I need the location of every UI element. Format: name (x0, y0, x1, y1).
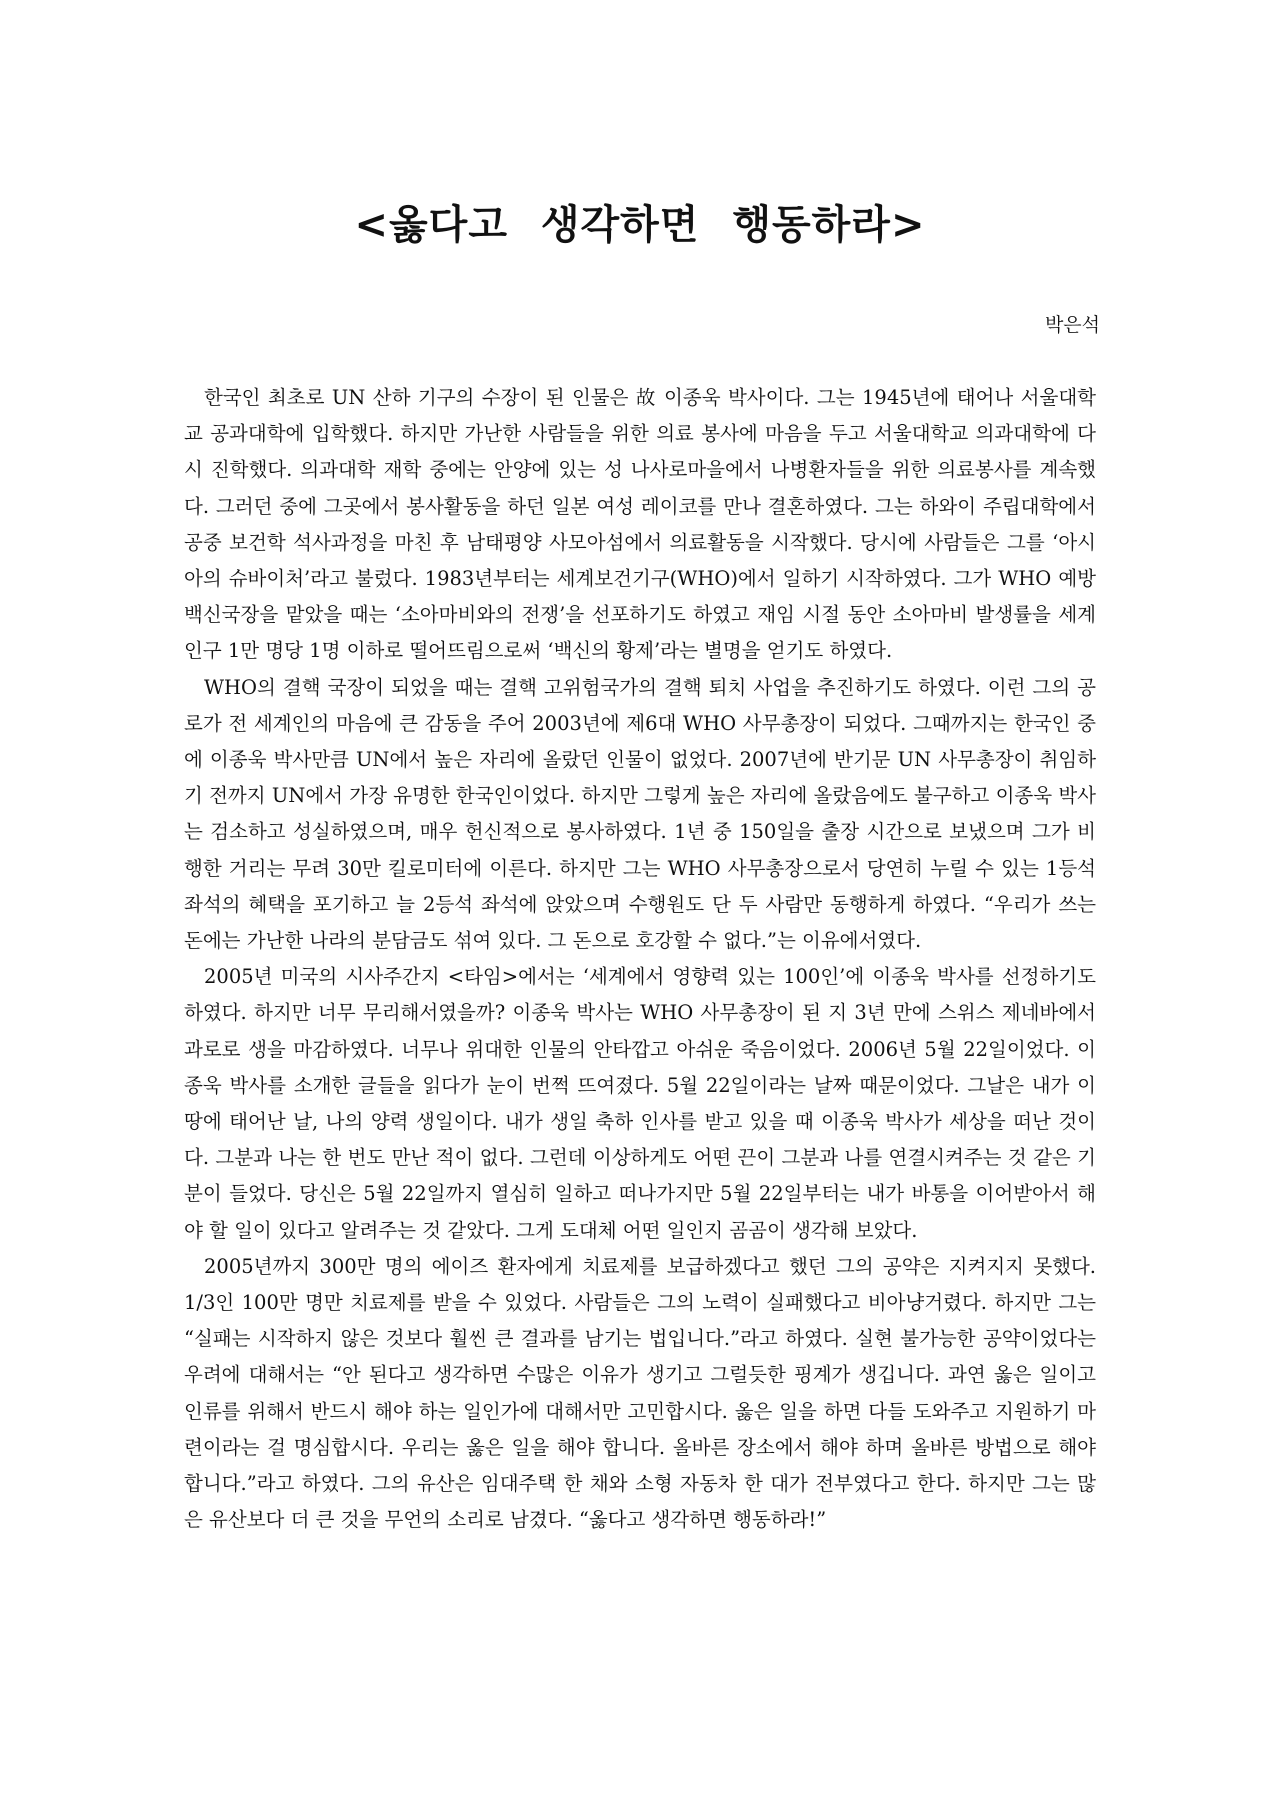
paragraph: 2005년 미국의 시사주간지 <타임>에서는 ‘세계에서 영향력 있는 100인’에 이종욱 박사를 선정하기도 하였다. 하지만 너무 무리해서였을까? 이종욱 박사는 WHO 사무총장이 된 지 3년 만에 스위스 제네바에서 과로로 생을 마감하였다. 너무나 위대한 인물의 안타깝고 아쉬운 죽음이었다. 2006년 5월 22일이었다. 이종욱 박사를 소개한 글들을 읽다가 눈이 번쩍 뜨여졌다. 5월 22일이라는 날짜 때문이었다. 그날은 내가 이 땅에 태어난 날, 나의 양력 생일이다. 내가 생일 축하 인사를 받고 있을 때 이종욱 박사가 세상을 떠난 것이다. 그분과 나는 한 번도 만난 적이 없다. 그런데 이상하게도 어떤 끈이 그분과 나를 연결시켜주는 것 같은 기분이 들었다. 당신은 5월 22일까지 열심히 일하고 떠나가지만 5월 22일부터는 내가 바통을 이어받아서 해야 할 일이 있다고 알려주는 것 같았다. 그게 도대체 어떤 일인지 곰곰이 생각해 보았다. (184, 965, 1096, 1242)
document-body (184, 380, 1096, 1539)
paragraph: WHO의 결핵 국장이 되었을 때는 결핵 고위험국가의 결핵 퇴치 사업을 추진하기도 하였다. 이런 그의 공로가 전 세계인의 마음에 큰 감동을 주어 2003년에 제6대 WHO 사무총장이 되었다. 그때까지는 한국인 중에 이종욱 박사만큼 UN에서 높은 자리에 올랐던 인물이 없었다. 2007년에 반기문 UN 사무총장이 취임하기 전까지 UN에서 가장 유명한 한국인이었다. 하지만 그렇게 높은 자리에 올랐음에도 불구하고 이종욱 박사는 검소하고 성실하였으며, 매우 헌신적으로 봉사하였다. 1년 중 150일을 출장 시간으로 보냈으며 그가 비행한 거리는 무려 30만 킬로미터에 이른다. 하지만 그는 WHO 사무총장으로서 당연히 누릴 수 있는 1등석 좌석의 혜택을 포기하고 늘 2등석 좌석에 앉았으며 수행원도 단 두 사람만 동행하게 하였다. “우리가 쓰는 돈에는 가난한 나라의 분담금도 섞여 있다. 그 돈으로 호강할 수 없다.”는 이유에서였다. (184, 675, 1096, 953)
document-title: <옳다고 생각하면 행동하라> (354, 202, 926, 248)
author-name: 박은석 (1044, 314, 1100, 336)
paragraph: 2005년까지 300만 명의 에이즈 환자에게 치료제를 보급하겠다고 했던 그의 공약은 지켜지지 못했다. 1/3인 100만 명만 치료제를 받을 수 있었다. 사람들은 그의 노력이 실패했다고 비아냥거렸다. 하지만 그는 “실패는 시작하지 않은 것보다 훨씬 큰 결과를 남기는 법입니다.”라고 하였다. 실현 불가능한 공약이었다는 우려에 대해서는 “안 된다고 생각하면 수많은 이유가 생기고 그럴듯한 핑계가 생깁니다. 과연 옳은 일이고 인류를 위해서 반드시 해야 하는 일인가에 대해서만 고민합시다. 옳은 일을 하면 다들 도와주고 지원하기 마련이라는 걸 명심합시다. 우리는 옳은 일을 해야 합니다. 올바른 장소에서 해야 하며 올바른 방법으로 해야 합니다.”라고 하였다. 그의 유산은 임대주택 한 채와 소형 자동차 한 대가 전부였다고 한다. 하지만 그는 많은 유산보다 더 큰 것을 무언의 소리로 남겼다. “옳다고 생각하면 행동하라!” (184, 1254, 1096, 1532)
paragraph: 한국인 최초로 UN 산하 기구의 수장이 된 인물은 故 이종욱 박사이다. 그는 1945년에 태어나 서울대학교 공과대학에 입학했다. 하지만 가난한 사람들을 위한 의료 봉사에 마음을 두고 서울대학교 의과대학에 다시 진학했다. 의과대학 재학 중에는 안양에 있는 성 나사로마을에서 나병환자들을 위한 의료봉사를 계속했다. 그러던 중에 그곳에서 봉사활동을 하던 일본 여성 레이코를 만나 결혼하였다. 그는 하와이 주립대학에서 공중 보건학 석사과정을 마친 후 남태평양 사모아섬에서 의료활동을 시작했다. 당시에 사람들은 그를 ‘아시아의 슈바이처’라고 불렀다. 1983년부터는 세계보건기구(WHO)에서 일하기 시작하였다. 그가 WHO 예방백신국장을 맡았을 때는 ‘소아마비와의 전쟁’을 선포하기도 하였고 재임 시절 동안 소아마비 발생률을 세계 인구 1만 명당 1명 이하로 떨어뜨림으로써 ‘백신의 황제’라는 별명을 얻기도 하였다. (184, 386, 1096, 663)
